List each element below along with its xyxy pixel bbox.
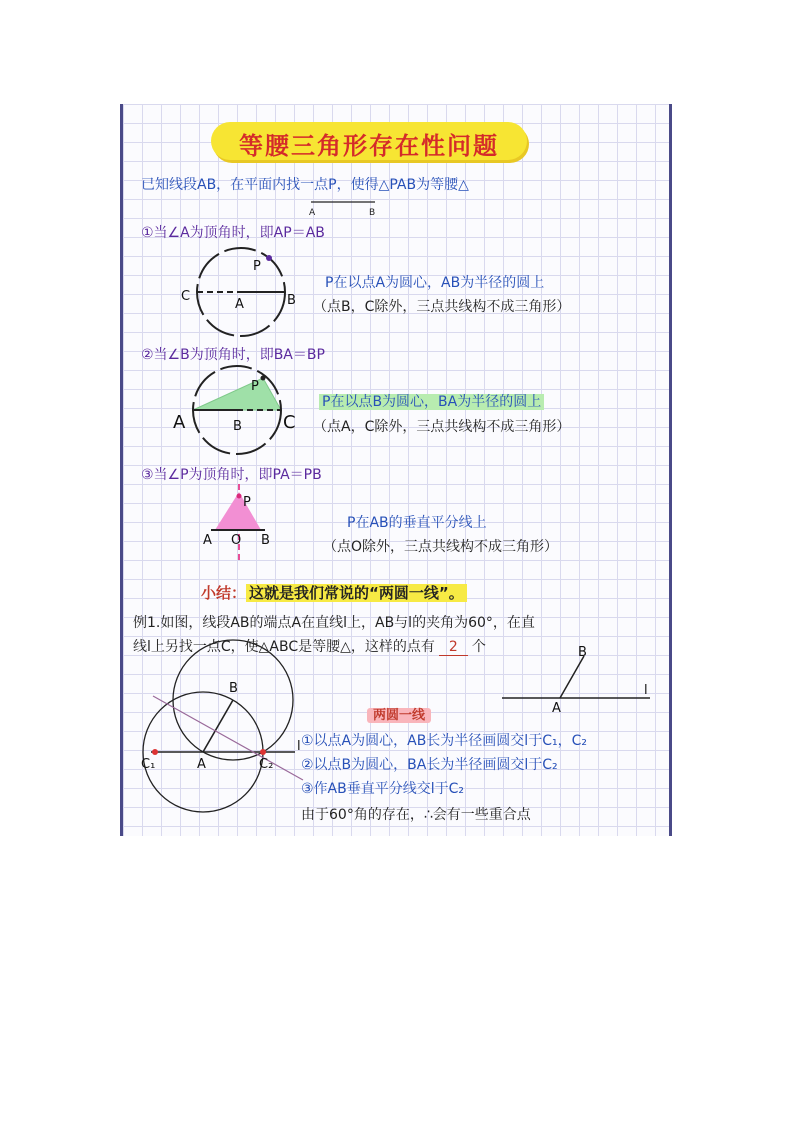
case2-figure [171,364,311,464]
tag-two-circles-one-line [367,704,431,723]
title-banner [211,122,527,160]
case2-label-c: C [283,412,296,433]
case1-heading: ①当∠A为顶角时，即AP＝AB [141,225,325,241]
page-title: 等腰三角形存在性问题 [239,132,499,160]
case1-label-a: A [235,297,244,312]
big-label-a: A [197,757,206,772]
example-line1: 例1.如图，线段AB的端点A在直线l上，AB与l的夹角为60°，在直 [133,615,535,631]
intro-text: 已知线段AB，在平面内找一点P，使得△PAB为等腰△ [141,177,469,193]
case2-label-a: A [173,412,186,433]
step1: ①以点A为圆心，AB长为半径画圆交l于C₁，C₂ [301,733,587,749]
summary [201,582,467,603]
big-label-l: l [297,739,301,754]
case2-note1-text: P在以点B为圆心，BA为半径的圆上 [319,394,544,410]
big-label-c1: C₁ [141,757,156,772]
case3-label-a: A [203,533,212,548]
case3-note2: （点O除外，三点共线构不成三角形） [323,539,559,555]
case2-label-b: B [233,419,242,434]
segment-ab-figure [303,196,383,218]
step2: ②以点B为圆心，BA长为半径画圆交l于C₂ [301,757,558,773]
case3-label-o: O [231,533,242,548]
case1-label-b: B [287,293,296,308]
case3-label-p: P [243,495,251,510]
small-label-b: B [578,645,587,660]
case1-figure [175,244,315,344]
case2-label-p: P [251,379,259,394]
small-label-l: l [644,683,648,698]
case3-label-b: B [261,533,270,548]
small-label-a: A [552,701,561,716]
case1-note2: （点B，C除外，三点共线构不成三角形） [313,299,571,315]
case3-note1: P在AB的垂直平分线上 [347,515,487,531]
example-line2-prefix: 线l上另找一点C，使△ABC是等腰△，这样的点有 [133,639,435,655]
segment-label-a: A [309,208,316,218]
case1-note1: P在以点A为圆心，AB为半径的圆上 [325,275,545,291]
big-label-b: B [229,681,238,696]
summary-label: 小结： [201,584,247,602]
case2-heading: ②当∠B为顶角时，即BA＝BP [141,347,325,363]
step3: ③作AB垂直平分线交l于C₂ [301,781,465,797]
case2-note1 [319,391,544,411]
tag-text: 两圆一线 [367,708,431,723]
example-small-figure [498,644,658,719]
big-label-c2: C₂ [259,757,274,772]
case1-label-c: C [181,289,191,304]
example-answer: 2 [439,639,468,656]
example-line2-suffix: 个 [471,639,486,655]
conclusion: 由于60°角的存在，∴会有一些重合点 [301,807,531,823]
segment-label-b: B [369,208,376,218]
case2-note2: （点A，C除外，三点共线构不成三角形） [313,419,571,435]
summary-text: 这就是我们常说的“两圆一线”。 [246,584,467,602]
case3-heading: ③当∠P为顶角时，即PA＝PB [141,467,322,483]
case1-label-p: P [253,259,261,274]
case3-figure [201,484,281,564]
worksheet [120,104,672,836]
